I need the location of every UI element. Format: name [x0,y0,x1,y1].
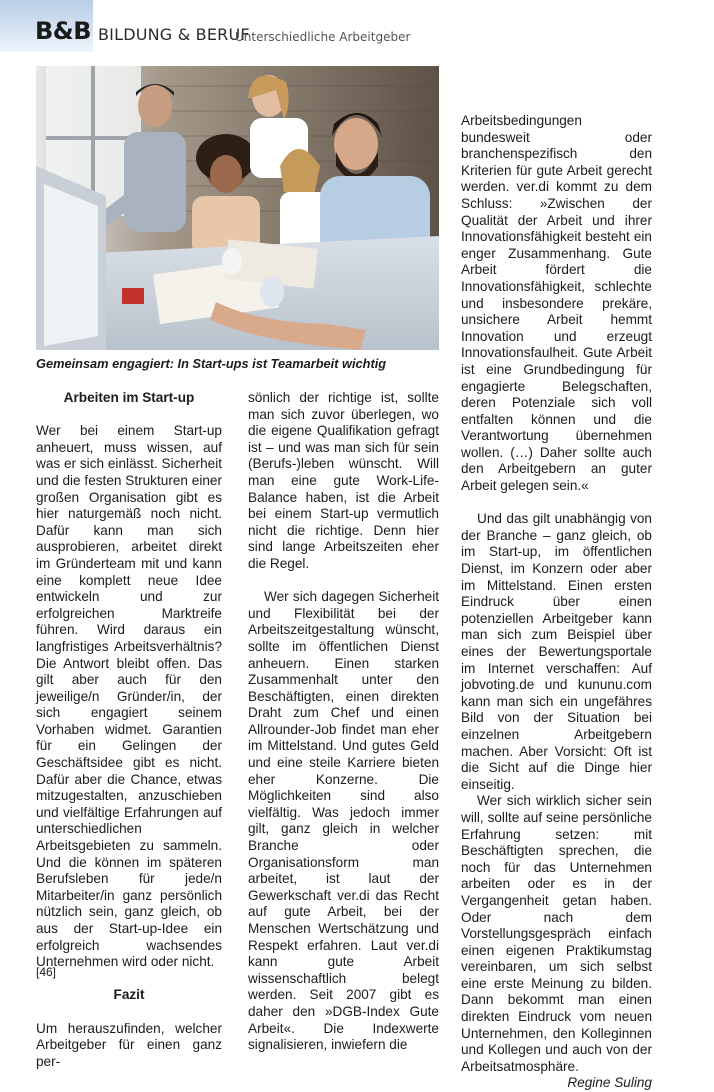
section-title: BILDUNG & BERUF [98,25,250,44]
article-column-3 [461,113,652,1092]
paragraph: Arbeitsbedingungen bundesweit oder branchenspezifisch den Kriterien für gute Arbeit gerecht werden. ver.di kommt zu dem Schluss: »Zwischen der Qualität der Arbeit und ihrer Innovationsfähigkeit besteht ein enger Zusammenhang. Gute Arbeit fördert die Innovationsfähigkeit, schlechte und insbesondere prekäre, unsichere Arbeit hemmt Innovation und erzeugt Innovationsfaulheit. Gute Arbeit ist eine Grundbedingung für engagierte Belegschaften, deren Potenziale sich voll entfalten können und die Verantwortung übernehmen wollen. (…) Daher sollte auch den Arbeitgebern an guter Arbeit gelegen sein.« [461,113,652,494]
photo-caption: Gemeinsam engagiert: In Start-ups ist Teamarbeit wichtig [36,356,387,371]
paragraph: sönlich der richtige ist, sollte man sich zuvor überlegen, wo die eigene Qualifikation gefragt ist – und was man sich für sein (Berufs-)leben wünscht. Will man eine gute Work-Life-Balance haben, ist die Arbeit bei einem Start-up vermutlich nicht die richtige. Denn hier sind lange Arbeitszeiten eher die Regel. [248,390,439,571]
paragraph: Wer bei einem Start-up anheuert, muss wissen, auf was er sich einlässt. Sicherheit und die festen Strukturen einer großen Organisation gibt es hier naturgemäß noch nicht. Dafür kann man sich ausprobieren, arbeitet direkt im Gründerteam mit und kann eine komplett neue Idee entwickeln und zur erfolgreichen Marktreife führen. Wird daraus ein langfristiges Arbeitsverhältnis? Die Antwort bleibt offen. Das gilt aber auch für den jeweilige/n Gründer/in, der sich engagiert seinem Vorhaben widmet. Garantien für ein Gelingen der Geschäftsidee gibt es nicht. Dafür aber die Chance, etwas mitzugestalten, anzuschieben und vielfältige Erfahrungen auf unterschiedlichen Arbeitsgebieten zu sammeln. Und die können im späteren Berufsleben für jede/n Mitarbeiter/in ganz persönlich nützlich sein, ganz gleich, ob aus der Start-up-Idee ein erfolgreich wachsendes Unternehmen wird oder nicht. [36,423,222,970]
magazine-logo: B&B [35,17,92,45]
paragraph: Um herauszufinden, welcher Arbeitgeber für einen ganz per- [36,1020,222,1069]
article-column-2 [248,390,439,1054]
page-number: [46] [36,965,57,979]
paragraph: Und das gilt unabhängig von der Branche – ganz gleich, ob im Start-up, im öffentlichen Dienst, im Konzern oder aber im Mittelstand. Einen ersten Eindruck über einen potenziellen Arbeitgeber kann man sich zum Beispiel über eines der Bewertungsportale im Internet verschaffen: Auf jobvoting.de und kununu.com kann man sich ein ungefähres Bild von der Situation bei einzelnen Arbeitgebern machen. Aber Vorsicht: Oft ist die Sicht auf die Dinge hier einseitig. [461,511,652,792]
paragraph: Wer sich wirklich sicher sein will, sollte auf seine persönliche Erfahrung setzen: mit Beschäftigten sprechen, die noch für das Unternehmen arbeiten oder es in der Vergangenheit getan haben. Oder nach dem Vorstellungsgespräch einfach einen eigenen Praktikumstag vereinbaren, um sich selbst eine erste Meinung zu bilden. Dann bekommt man einen direkten Eindruck vom neuen Unternehmen, den Kolleginnen und Kollegen und auch von der Arbeitsatmosphäre. [461,793,652,1074]
author-signature: Regine Suling [567,1075,652,1091]
article-column-1 [36,390,222,1070]
paragraph: Wer sich dagegen Sicherheit und Flexibilität bei der Arbeitszeitgestaltung wünscht, sollte im öffentlichen Dienst anheuern. Einen starken Zusammenhalt unter den Beschäftigten, einen direkten Draht zum Chef und einen Allrounder-Job findet man eher im Mittelstand. Und gutes Geld und eine steile Karriere bieten eher Konzerne. Die Möglichkeiten sind also vielfältig. Was jedoch immer gilt, ganz gleich in welcher Branche oder Organisationsform man arbeitet, ist laut der Gewerkschaft ver.di das Recht auf gute Arbeit, bei der Menschen Wertschätzung und Respekt erfahren. Laut ver.di kann gute Arbeit wissenschaftlich belegt werden. Seit 2007 gibt es daher den »DGB-Index Gute Arbeit«. Die Indexwerte signalisieren, inwiefern die [248,589,439,1053]
section-heading-fazit: Fazit [113,987,145,1003]
section-heading-startup: Arbeiten im Start-up [63,390,195,405]
team-photo [36,66,439,350]
section-subtitle: Unterschiedliche Arbeitgeber [235,30,411,44]
